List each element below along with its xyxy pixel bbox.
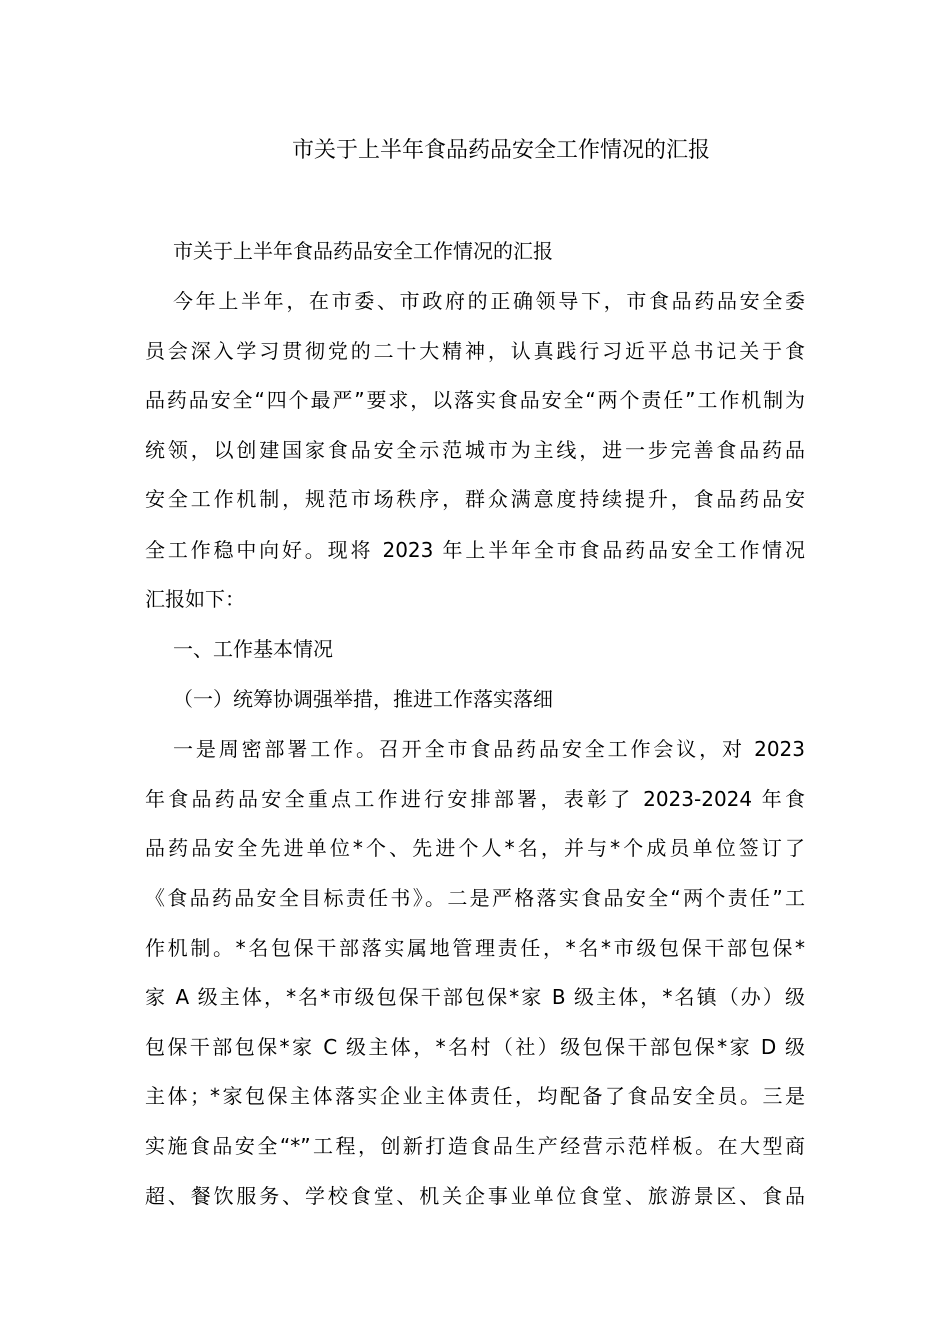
body-line: 统领，以创建国家食品安全示范城市为主线，进一步完善食品药品	[145, 438, 805, 462]
body-line: 汇报如下：	[145, 587, 245, 611]
body-line: 今年上半年，在市委、市政府的正确领导下，市食品药品安全委	[173, 289, 805, 313]
body-line: 实施食品安全“*”工程，创新打造食品生产经营示范样板。在大型商	[145, 1134, 805, 1158]
body-line: 员会深入学习贯彻党的二十大精神，认真践行习近平总书记关于食	[145, 339, 805, 363]
section-heading: 一、工作基本情况	[173, 637, 333, 661]
body-line: 《食品药品安全目标责任书》。二是严格落实食品安全“两个责任”工	[145, 886, 805, 910]
body-line: 安全工作机制，规范市场秩序，群众满意度持续提升，食品药品安	[145, 487, 805, 511]
document-title: 市关于上半年食品药品安全工作情况的汇报	[291, 138, 710, 163]
body-line: 年食品药品安全重点工作进行安排部署，表彰了 2023-2024 年食	[145, 787, 805, 811]
body-line: 市关于上半年食品药品安全工作情况的汇报	[173, 239, 553, 263]
body-line: 主体；*家包保主体落实企业主体责任，均配备了食品安全员。三是	[145, 1084, 805, 1108]
subsection-heading: （一）统筹协调强举措，推进工作落实落细	[173, 687, 553, 711]
body-line: 作机制。*名包保干部落实属地管理责任，*名*市级包保干部包保*	[145, 936, 805, 960]
body-line: 品药品安全“四个最严”要求，以落实食品安全“两个责任”工作机制为	[145, 388, 805, 412]
body-line: 品药品安全先进单位*个、先进个人*名，并与*个成员单位签订了	[145, 836, 805, 860]
body-line: 超、餐饮服务、学校食堂、机关企事业单位食堂、旅游景区、食品	[145, 1184, 805, 1208]
body-line: 包保干部包保*家 C 级主体，*名村（社）级包保干部包保*家 D 级	[145, 1035, 805, 1059]
body-line: 全工作稳中向好。现将 2023 年上半年全市食品药品安全工作情况	[145, 538, 805, 562]
body-line: 一是周密部署工作。召开全市食品药品安全工作会议，对 2023	[173, 737, 805, 761]
body-line: 家 A 级主体，*名*市级包保干部包保*家 B 级主体，*名镇（办）级	[145, 985, 805, 1009]
